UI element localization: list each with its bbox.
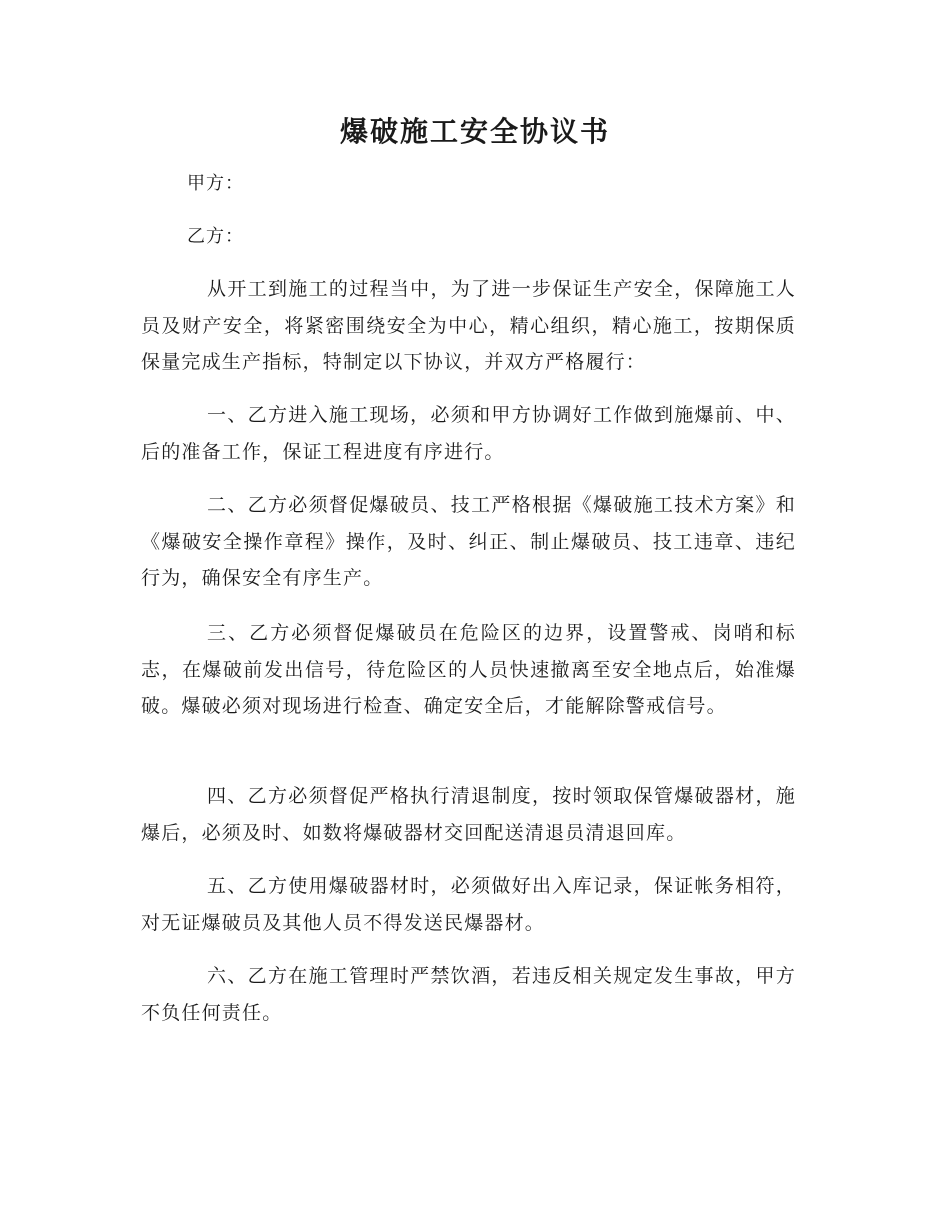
clause-1-paragraph: 一、乙方进入施工现场，必须和甲方协调好工作做到施爆前、中、后的准备工作，保证工程进度有序进行。 (141, 404, 796, 463)
document-title: 爆破施工安全协议书 (339, 115, 610, 148)
intro-paragraph: 从开工到施工的过程当中，为了进一步保证生产安全，保障施工人员及财产安全，将紧密围绕安全为中心，精心组织，精心施工，按期保质保量完成生产指标，特制定以下协议，并双方严格履行： (141, 278, 796, 373)
clause-6-paragraph: 六、乙方在施工管理时严禁饮酒，若违反相关规定发生事故，甲方不负任何责任。 (141, 965, 796, 1024)
party-b-label: 乙方： (187, 226, 244, 247)
clause-4-paragraph: 四、乙方必须督促严格执行清退制度，按时领取保管爆破器材，施爆后，必须及时、如数将爆破器材交回配送清退员清退回库。 (141, 785, 796, 844)
clause-5-paragraph: 五、乙方使用爆破器材时，必须做好出入库记录，保证帐务相符，对无证爆破员及其他人员不得发送民爆器材。 (141, 875, 796, 934)
clause-2-paragraph: 二、乙方必须督促爆破员、技工严格根据《爆破施工技术方案》和《爆破安全操作章程》操作，及时、纠正、制止爆破员、技工违章、违纪行为，确保安全有序生产。 (141, 494, 796, 589)
party-a-label: 甲方： (187, 173, 244, 194)
clause-3-paragraph: 三、乙方必须督促爆破员在危险区的边界，设置警戒、岗哨和标志，在爆破前发出信号，待危险区的人员快速撤离至安全地点后，始准爆破。爆破必须对现场进行检查、确定安全后，才能解除警戒信号。 (141, 622, 796, 717)
